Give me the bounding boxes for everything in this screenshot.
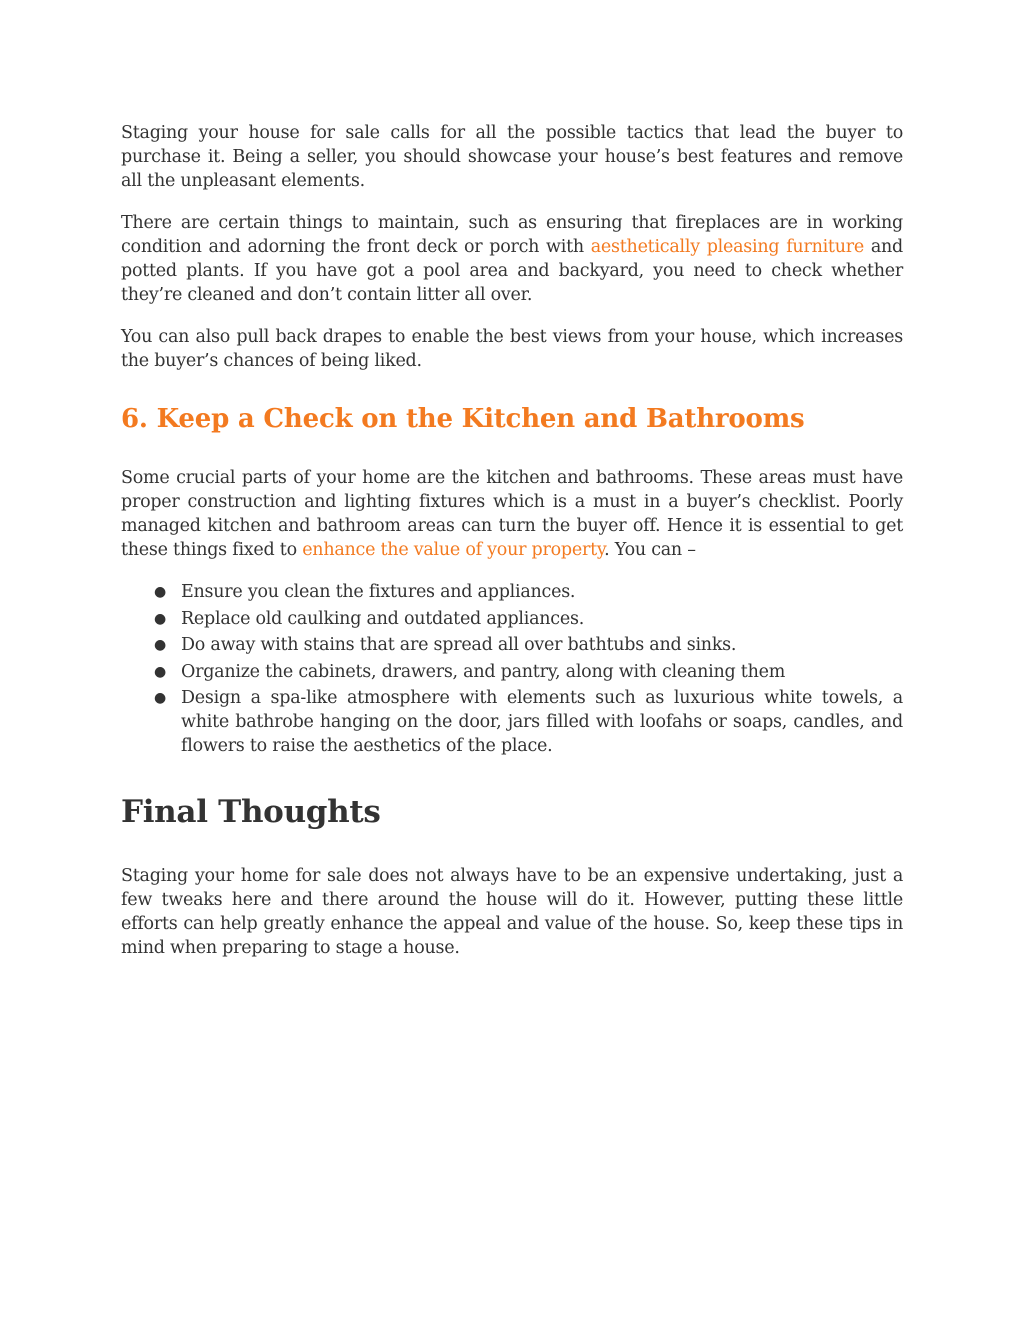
bullet-icon: ● <box>154 637 166 653</box>
bullet-icon: ● <box>154 663 166 680</box>
intro-paragraph-1: Staging your house for sale calls for all the possible tactics that lead the buyer to purchase it. Being a seller, you should showcase your house’s best features and remove all the unpleasant elements. <box>121 123 903 191</box>
list-item-text: Organize the cabinets, drawers, and pantry, along with cleaning them <box>181 661 786 682</box>
final-thoughts-heading: Final Thoughts <box>121 794 381 830</box>
list-item-text: Replace old caulking and outdated appliances. <box>181 608 585 629</box>
list-item <box>121 633 903 657</box>
kitchen-bathroom-tips-list <box>121 580 903 758</box>
section-6-text-before: Some crucial parts of your home are the kitchen and bathrooms. These areas must have proper construction and lighting fixtures which is a must in a buyer’s checklist. Poorly managed kitchen and bathroom areas can turn the buyer off. Hence it is essential to get these things fixed to <box>121 468 903 560</box>
intro-paragraph-2-text-before: There are certain things to maintain, such as ensuring that fireplaces are in working condition and adorning the front deck or porch with <box>121 213 903 257</box>
bullet-icon: ● <box>154 610 166 627</box>
list-item-text: Do away with stains that are spread all over bathtubs and sinks. <box>181 635 737 655</box>
list-item-text: Ensure you clean the fixtures and appliances. <box>181 582 576 602</box>
document-page <box>121 121 903 960</box>
intro-paragraph-2-text-after: and potted plants. If you have got a pool area and backyard, you need to check whether they’re cleaned and don’t contain litter all over. <box>121 237 903 305</box>
section-6-paragraph <box>121 466 903 562</box>
section-6-heading: 6. Keep a Check on the Kitchen and Bathrooms <box>121 404 805 434</box>
final-thoughts-paragraph: Staging your home for sale does not always have to be an expensive undertaking, just a few tweaks here and there around the house will do it. However, putting these little efforts can help greatly enhance the appeal and value of the house. So, keep these tips in mind when preparing to stage a house. <box>121 866 903 958</box>
list-item-text: Design a spa-like atmosphere with elements such as luxurious white towels, a white bathrobe hanging on the door, jars filled with loofahs or soaps, candles, and flowers to raise the aesthetics of the place. <box>181 688 903 756</box>
section-6-text-after: . You can – <box>604 540 696 560</box>
list-item <box>121 686 903 758</box>
list-item <box>121 607 903 631</box>
aesthetically-pleasing-furniture-link[interactable]: aesthetically pleasing furniture <box>590 237 864 257</box>
enhance-property-value-link[interactable]: enhance the value of your property <box>302 540 605 560</box>
intro-paragraph-2 <box>121 211 903 307</box>
bullet-icon: ● <box>154 690 166 706</box>
list-item <box>121 660 903 684</box>
intro-paragraph-3: You can also pull back drapes to enable the best views from your house, which increases the buyer’s chances of being liked. <box>121 327 903 371</box>
list-item <box>121 580 903 604</box>
bullet-icon: ● <box>154 584 166 600</box>
